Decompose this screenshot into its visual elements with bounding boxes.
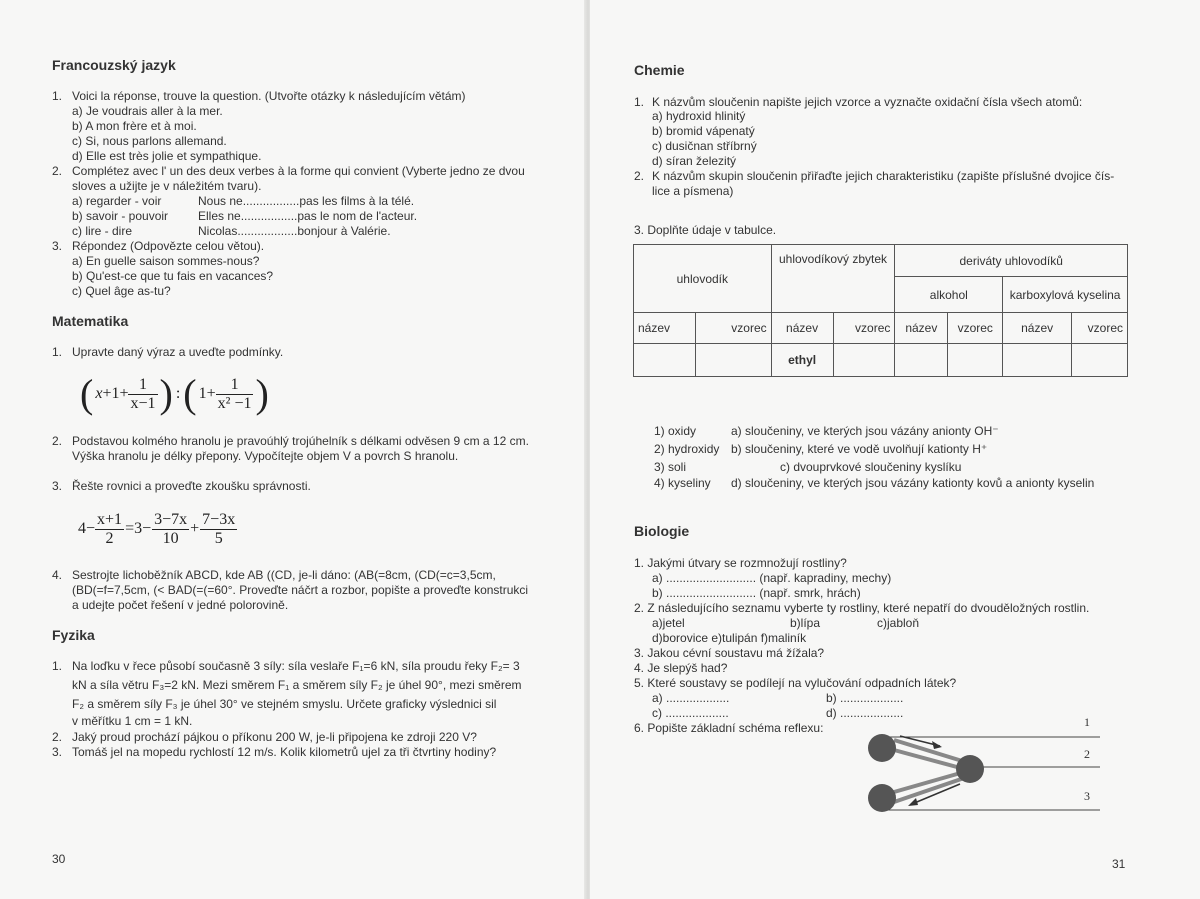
match-key-4: 4) kyseliny	[654, 476, 711, 490]
table-cell-vzorec: vzorec	[695, 313, 771, 344]
bio-q4: 4. Je slepýš had?	[634, 661, 728, 675]
eq-frac-1	[95, 511, 124, 548]
eq-frac-2-den: 10	[162, 529, 179, 547]
fr-verb-c-sentence: Nicolas..................bonjour à Valérie.	[198, 224, 391, 238]
heading-physics: Fyzika	[52, 627, 95, 643]
reflex-diagram	[860, 712, 1115, 824]
match-key-2: 2) hydroxidy	[654, 442, 720, 456]
eq-eq3: =3−	[125, 520, 152, 537]
eq-four: 4−	[78, 520, 96, 537]
eq-frac-2-num: 3−7x	[154, 510, 188, 528]
fr-q1-d: d) Elle est très jolie et sympathique.	[72, 149, 262, 163]
math-q2: Podstavou kolmého hranolu je pravoúhlý trojúhelník s délkami odvěsen 9 cm a 12 cm.	[72, 434, 529, 448]
phys-q2: Jaký proud prochází pájkou o příkonu 200 W, je-li připojena ke zdroji 220 V?	[72, 730, 477, 744]
expr-frac-1	[128, 376, 157, 413]
table-cell-nazev: název	[1003, 313, 1072, 344]
table-cell-empty	[695, 344, 771, 377]
bio-q2-c: c)jabloň	[877, 616, 920, 630]
fr-q2: Complétez avec l' un des deux verbes à la forme qui convient (Vyberte jedno ze dvou	[72, 164, 525, 178]
bio-q1: 1. Jakými útvary se rozmnožují rostliny?	[634, 556, 847, 570]
bio-q5: 5. Které soustavy se podílejí na vylučování odpadních látek?	[634, 676, 957, 690]
phys-q1-l1: Na loďku v řece působí současně 3 síly: síla veslaře F₁=6 kN, síla proudu řeky F₂= 3	[72, 659, 520, 673]
match-key-1: 1) oxidy	[654, 424, 697, 438]
eq-plus: +	[190, 520, 200, 537]
math-equation	[78, 506, 237, 552]
table-cell-nazev: název	[634, 313, 696, 344]
math-q4-cont1: (BD(=f=7,5cm, (< BAD(=(=60°. Proveďte náčrt a rozbor, popište a proveďte konstrukci	[72, 583, 529, 597]
fr-verb-a: a) regarder - voir	[72, 194, 162, 208]
expr-frac-2-den: x² −1	[217, 394, 252, 412]
table-head-alkohol: alkohol	[895, 277, 1003, 313]
chem-q2-num: 2.	[634, 169, 645, 183]
fr-verb-a-sentence: Nous ne.................pas les films à la télé.	[198, 194, 415, 208]
expr-plus1: +1+	[102, 385, 129, 402]
fr-q3: Répondez (Odpovězte celou větou).	[72, 239, 265, 253]
table-cell-empty	[1072, 344, 1128, 377]
match-val-1: a) sloučeniny, ve kterých jsou vázány anionty OH⁻	[731, 424, 999, 438]
reflex-label-3: 3	[1084, 789, 1090, 803]
match-val-2: b) sloučeniny, které ve vodě uvolňují kationty H⁺	[731, 442, 988, 456]
math-q1: Upravte daný výraz a uveďte podmínky.	[72, 345, 284, 359]
heading-chemistry: Chemie	[634, 62, 685, 78]
reflex-neuron-3	[868, 784, 896, 812]
phys-q1-l4: v měřítku 1 cm = 1 kN.	[72, 714, 193, 728]
bio-q6: 6. Popište základní schéma reflexu:	[634, 721, 824, 735]
bio-q1-b: b) ........................... (např. smrk, hrách)	[652, 586, 861, 600]
heading-biology: Biologie	[634, 523, 690, 539]
phys-q3-num: 3.	[52, 745, 63, 759]
heading-math: Matematika	[52, 313, 129, 329]
math-q4: Sestrojte lichoběžník ABCD, kde AB ((CD, je-li dáno: (AB(=8cm, (CD(=c=3,5cm,	[72, 568, 496, 582]
fr-q2-cont: sloves a užijte je v náležitém tvaru).	[72, 179, 262, 193]
reflex-arrowhead-1	[932, 741, 942, 749]
chem-q2: K názvům skupin sloučenin přiřaďte jejich charakteristiku (zapište příslušné dvojice čís-	[652, 169, 1115, 183]
fr-q1: Voici la réponse, trouve la question. (Utvořte otázky k následujícím větám)	[72, 89, 466, 103]
expr-frac-2-num: 1	[216, 376, 254, 395]
fr-q3-c: c) Quel âge as-tu?	[72, 284, 171, 298]
eq-frac-3-num: 7−3x	[202, 510, 236, 528]
table-head-kyselina: karboxylová kyselina	[1003, 277, 1128, 313]
expr-colon: :	[175, 385, 181, 402]
reflex-label-1: 1	[1084, 715, 1090, 729]
chem-q1-c: c) dusičnan stříbrný	[652, 139, 757, 153]
math-q2-cont: Výška hranolu je délky přepony. Vypočítejte objem V a povrch S hranolu.	[72, 449, 459, 463]
chem-table	[633, 244, 1128, 377]
page-number-right: 31	[1112, 857, 1126, 871]
fr-q1-b: b) A mon frère et à moi.	[72, 119, 197, 133]
right-page	[590, 0, 1200, 899]
bio-q5-c: c) ...................	[652, 706, 729, 720]
fr-q3-num: 3.	[52, 239, 63, 253]
chem-q1: K názvům sloučenin napište jejich vzorce a vyznačte oxidační čísla všech atomů:	[652, 95, 1083, 109]
expr-frac-1-num: 1	[128, 376, 157, 395]
bio-q5-d: d) ...................	[826, 706, 904, 720]
math-q1-num: 1.	[52, 345, 63, 359]
bio-q5-a: a) ...................	[652, 691, 730, 705]
fr-q1-c: c) Si, nous parlons allemand.	[72, 134, 227, 148]
table-head-uhlovodik: uhlovodík	[634, 245, 772, 313]
table-cell-empty	[634, 344, 696, 377]
eq-frac-1-den: 2	[105, 529, 114, 547]
table-cell-ethyl: ethyl	[771, 344, 833, 377]
bio-q5-b: b) ...................	[826, 691, 904, 705]
chem-q1-a: a) hydroxid hlinitý	[652, 109, 746, 123]
fr-verb-b: b) savoir - pouvoir	[72, 209, 169, 223]
chem-q1-num: 1.	[634, 95, 645, 109]
bio-q2-def: d)borovice e)tulipán f)maliník	[652, 631, 807, 645]
table-cell-empty	[895, 344, 948, 377]
fr-q1-a: a) Je voudrais aller à la mer.	[72, 104, 223, 118]
fr-q2-num: 2.	[52, 164, 63, 178]
bio-q2: 2. Z následujícího seznamu vyberte ty rostliny, které nepatří do dvouděložných rostlin.	[634, 601, 1090, 615]
expr-oneplus: 1+	[198, 385, 216, 402]
table-cell-vzorec: vzorec	[1072, 313, 1128, 344]
bio-q1-a: a) ........................... (např. kapradiny, mechy)	[652, 571, 892, 585]
fr-q3-a: a) En guelle saison sommes-nous?	[72, 254, 260, 268]
reflex-neuron-1	[868, 734, 896, 762]
expr-frac-2	[216, 376, 254, 413]
left-page	[0, 0, 586, 899]
table-cell-empty	[1003, 344, 1072, 377]
chem-q2-cont: lice a písmena)	[652, 184, 734, 198]
bio-q2-b: b)lípa	[790, 616, 821, 630]
heading-french: Francouzský jazyk	[52, 57, 176, 73]
match-val-3: c) dvouprvkové sloučeniny kyslíku	[780, 460, 962, 474]
math-q3: Řešte rovnici a proveďte zkoušku správnosti.	[72, 479, 311, 493]
chem-q1-b: b) bromid vápenatý	[652, 124, 755, 138]
fr-verb-c: c) lire - dire	[72, 224, 133, 238]
eq-frac-3-den: 5	[214, 529, 223, 547]
table-cell-nazev: název	[771, 313, 833, 344]
eq-frac-2	[152, 511, 189, 548]
table-cell-empty	[948, 344, 1003, 377]
math-q2-num: 2.	[52, 434, 63, 448]
fr-q3-b: b) Qu'est-ce que tu fais en vacances?	[72, 269, 274, 283]
table-cell-empty	[833, 344, 895, 377]
match-key-3: 3) soli	[654, 460, 687, 474]
table-cell-nazev: název	[895, 313, 948, 344]
table-cell-vzorec: vzorec	[948, 313, 1003, 344]
table-cell-vzorec: vzorec	[833, 313, 895, 344]
phys-q1-l3: F₂ a směrem síly F₃ je úhel 30° ve stejném smyslu. Určete graficky výslednici sil	[72, 697, 497, 711]
bio-q3: 3. Jakou cévní soustavu má žížala?	[634, 646, 825, 660]
math-q3-num: 3.	[52, 479, 63, 493]
expr-frac-1-den: x−1	[130, 394, 156, 412]
phys-q1-num: 1.	[52, 659, 63, 673]
reflex-label-2: 2	[1084, 747, 1090, 761]
phys-q2-num: 2.	[52, 730, 63, 744]
math-q4-num: 4.	[52, 568, 63, 582]
chem-q1-d: d) síran železitý	[652, 154, 737, 168]
page-number-left: 30	[52, 852, 66, 866]
math-q4-cont2: a udejte počet řešení v jedné polorovině.	[72, 598, 289, 612]
phys-q3: Tomáš jel na mopedu rychlostí 12 m/s. Kolik kilometrů ujel za tři čtvrtiny hodiny?	[72, 745, 497, 759]
bio-q2-a: a)jetel	[652, 616, 685, 630]
fr-q1-num: 1.	[52, 89, 63, 103]
eq-frac-1-num: x+1	[97, 510, 123, 528]
expr-x: x	[95, 385, 103, 402]
reflex-arrowhead-2	[908, 798, 918, 806]
math-expression-1: ( x +1+ $\frac{1}{x-1}$ ) : ( 1+ $\frac{1}{\text{x² −1}}$ )	[80, 371, 269, 416]
reflex-neuron-2	[956, 755, 984, 783]
eq-frac-3	[200, 511, 237, 548]
phys-q1-l2: kN a síla větru F₃=2 kN. Mezi směrem F₁ a směrem síly F₂ je úhel 90°, mezi směrem	[72, 678, 522, 692]
chem-q3: 3. Doplňte údaje v tabulce.	[634, 223, 777, 237]
table-head-derivaty: deriváty uhlovodíků	[895, 245, 1128, 277]
fr-verb-b-sentence: Elles ne.................pas le nom de l'acteur.	[198, 209, 418, 223]
table-head-zbytek: uhlovodíkový zbytek	[771, 245, 895, 313]
match-val-4: d) sloučeniny, ve kterých jsou vázány kationty kovů a anionty kyselin	[731, 476, 1095, 490]
